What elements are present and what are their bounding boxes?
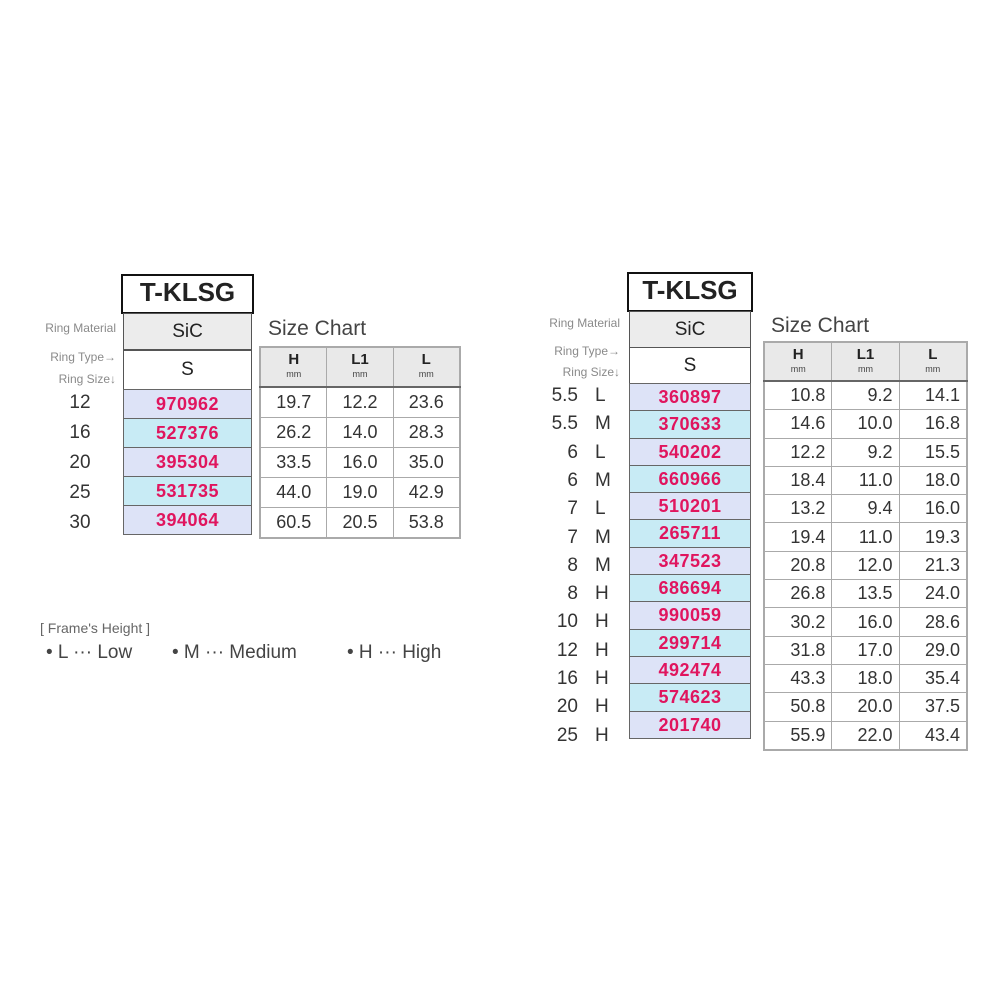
left-size-label: 30 [69, 512, 91, 533]
right-size-label: 20 [556, 696, 578, 718]
right-code-cell: 990059 [629, 601, 751, 629]
right-size-label: 6 [567, 469, 578, 491]
right-frame-label: H [595, 696, 609, 718]
right-cell-l1: 16.0 [832, 608, 899, 636]
left-size-chart-title: Size Chart [268, 317, 367, 340]
left-code-cell: 395304 [123, 447, 252, 477]
header-unit: mm [352, 369, 368, 379]
left-code-cell: 527376 [123, 418, 252, 448]
right-model-header: T-KLSG [627, 272, 753, 312]
right-cell-h: 10.8 [764, 381, 832, 410]
right-frame-label: L [595, 385, 606, 406]
right-cell-l: 24.0 [899, 580, 967, 608]
right-table-header-row [764, 342, 967, 381]
left-material-cell: SiC [123, 313, 252, 350]
right-header-l [899, 342, 967, 381]
right-cell-l: 28.6 [899, 608, 967, 636]
header-unit: mm [286, 369, 302, 379]
right-cell-h: 12.2 [764, 438, 832, 466]
right-size-label: 8 [567, 583, 578, 605]
right-cell-l: 16.0 [899, 495, 967, 523]
right-cell-l1: 11.0 [832, 466, 899, 494]
right-cell-l: 43.4 [899, 721, 967, 750]
right-table-row [764, 664, 967, 692]
right-size-label: 7 [567, 498, 578, 520]
legend-title: [ Frame's Height ] [40, 620, 151, 636]
right-table-row [764, 580, 967, 608]
right-table-row [764, 523, 967, 551]
right-ring-type-label: Ring Type→ [554, 344, 620, 358]
left-cell-h: 60.5 [260, 508, 327, 539]
right-table-row [764, 551, 967, 579]
right-cell-l1: 20.0 [832, 693, 899, 721]
right-cell-l: 16.8 [899, 410, 967, 438]
right-header-h [764, 342, 832, 381]
left-cell-l1: 19.0 [327, 478, 393, 508]
right-cell-l: 21.3 [899, 551, 967, 579]
right-frame-label: M [595, 526, 611, 548]
right-cell-h: 14.6 [764, 410, 832, 438]
left-code-cell: 531735 [123, 476, 252, 506]
right-cell-l1: 9.2 [832, 438, 899, 466]
left-header-h [260, 347, 327, 387]
right-cell-h: 18.4 [764, 466, 832, 494]
right-table-row [764, 693, 967, 721]
right-frame-label: M [595, 469, 611, 491]
legend-medium: • M ··· Medium [172, 642, 297, 663]
right-size-label: 5.5 [551, 385, 578, 406]
right-cell-l: 14.1 [899, 381, 967, 410]
header-name: L [928, 345, 938, 363]
right-cell-h: 19.4 [764, 523, 832, 551]
right-cell-h: 30.2 [764, 608, 832, 636]
left-size-label: 25 [69, 482, 91, 503]
right-table-row [764, 608, 967, 636]
right-cell-h: 50.8 [764, 693, 832, 721]
right-code-cell: 540202 [629, 438, 751, 466]
right-code-cell: 347523 [629, 547, 751, 575]
right-code-cell: 660966 [629, 465, 751, 493]
right-cell-l1: 9.4 [832, 495, 899, 523]
header-unit: mm [925, 363, 941, 374]
left-code-cell: 970962 [123, 389, 252, 419]
left-size-label: 12 [69, 392, 91, 413]
right-cell-h: 31.8 [764, 636, 832, 664]
left-cell-l: 28.3 [393, 418, 460, 448]
right-cell-l: 15.5 [899, 438, 967, 466]
left-cell-l1: 14.0 [327, 418, 393, 448]
right-frame-label: H [595, 639, 609, 661]
header-name: L1 [351, 351, 369, 368]
right-header-l1 [832, 342, 899, 381]
right-code-cell: 201740 [629, 711, 751, 739]
right-frame-label: L [595, 498, 606, 520]
left-ring-size-label: Ring Size↓ [58, 372, 116, 386]
right-table-row [764, 410, 967, 438]
header-unit: mm [857, 363, 873, 374]
left-size-label: 20 [69, 452, 91, 473]
left-cell-h: 19.7 [260, 387, 327, 418]
right-code-cell: 492474 [629, 656, 751, 684]
right-cell-h: 13.2 [764, 495, 832, 523]
right-frame-label: M [595, 413, 611, 435]
right-frame-label: H [595, 724, 609, 746]
left-cell-h: 26.2 [260, 418, 327, 448]
right-material-cell: SiC [629, 311, 751, 348]
right-table-row [764, 495, 967, 523]
right-cell-l1: 12.0 [832, 551, 899, 579]
right-cell-l1: 22.0 [832, 721, 899, 750]
right-size-label: 12 [556, 639, 578, 661]
left-cell-l: 42.9 [393, 478, 460, 508]
right-ring-material-label: Ring Material [549, 316, 620, 330]
right-size-label: 7 [567, 526, 578, 548]
right-code-cell: 265711 [629, 519, 751, 547]
left-cell-h: 33.5 [260, 448, 327, 478]
left-code-cell: 394064 [123, 505, 252, 535]
left-cell-l1: 20.5 [327, 508, 393, 539]
left-table-row [260, 478, 460, 508]
right-code-cell: 370633 [629, 410, 751, 438]
header-name: L1 [856, 345, 875, 363]
right-cell-l1: 11.0 [832, 523, 899, 551]
right-code-cell: 510201 [629, 492, 751, 520]
right-code-column [629, 383, 751, 739]
right-size-label: 16 [556, 668, 578, 689]
header-name: H [288, 351, 300, 368]
header-name: H [792, 345, 804, 363]
right-cell-l: 29.0 [899, 636, 967, 664]
left-code-column [123, 389, 252, 535]
right-cell-h: 20.8 [764, 551, 832, 579]
header-name: L [421, 351, 431, 368]
left-ring-type-label: Ring Type→ [50, 350, 116, 364]
legend-high: • H ··· High [347, 642, 442, 663]
left-cell-l: 35.0 [393, 448, 460, 478]
left-cell-l: 23.6 [393, 387, 460, 418]
legend-low: • L ··· Low [46, 642, 133, 663]
left-table-row [260, 508, 460, 539]
left-table-row [260, 448, 460, 478]
right-cell-l1: 13.5 [832, 580, 899, 608]
right-code-cell: 686694 [629, 574, 751, 602]
right-size-label: 5.5 [551, 413, 578, 435]
right-cell-l: 37.5 [899, 693, 967, 721]
left-table-header-row [260, 347, 460, 387]
right-size-label: 25 [556, 724, 578, 746]
left-dimension-table [259, 346, 461, 539]
left-cell-h: 44.0 [260, 478, 327, 508]
right-frame-label: H [595, 668, 609, 689]
right-cell-l: 19.3 [899, 523, 967, 551]
right-cell-h: 43.3 [764, 664, 832, 692]
right-size-chart-title: Size Chart [771, 314, 870, 337]
right-cell-l1: 17.0 [832, 636, 899, 664]
right-cell-l1: 10.0 [832, 410, 899, 438]
left-header-l [393, 347, 460, 387]
left-cell-l1: 12.2 [327, 387, 393, 418]
right-cell-h: 55.9 [764, 721, 832, 750]
right-size-label: 10 [556, 611, 578, 633]
right-cell-l1: 9.2 [832, 381, 899, 410]
left-header-l1 [327, 347, 393, 387]
right-dimension-table [763, 341, 968, 751]
right-table-row [764, 721, 967, 750]
right-size-label: 8 [567, 554, 578, 576]
right-table-row [764, 438, 967, 466]
left-model-header: T-KLSG [121, 274, 254, 314]
left-table-row [260, 387, 460, 418]
left-type-cell: S [123, 350, 252, 390]
right-code-cell: 574623 [629, 683, 751, 711]
left-size-label: 16 [69, 422, 91, 443]
header-unit: mm [790, 363, 806, 374]
right-code-cell: 360897 [629, 383, 751, 411]
left-table-row [260, 418, 460, 448]
left-cell-l: 53.8 [393, 508, 460, 539]
right-type-cell: S [629, 347, 751, 384]
right-cell-h: 26.8 [764, 580, 832, 608]
right-cell-l1: 18.0 [832, 664, 899, 692]
right-size-label: 6 [567, 441, 578, 463]
left-ring-material-label: Ring Material [45, 321, 116, 335]
right-cell-l: 35.4 [899, 664, 967, 692]
right-ring-size-label: Ring Size↓ [562, 365, 620, 379]
right-table-row [764, 381, 967, 410]
right-frame-label: H [595, 583, 609, 605]
right-cell-l: 18.0 [899, 466, 967, 494]
right-frame-label: L [595, 441, 606, 463]
right-frame-label: H [595, 611, 609, 633]
left-cell-l1: 16.0 [327, 448, 393, 478]
right-code-cell: 299714 [629, 629, 751, 657]
right-frame-label: M [595, 554, 611, 576]
right-table-row [764, 466, 967, 494]
header-unit: mm [418, 369, 434, 379]
right-table-row [764, 636, 967, 664]
